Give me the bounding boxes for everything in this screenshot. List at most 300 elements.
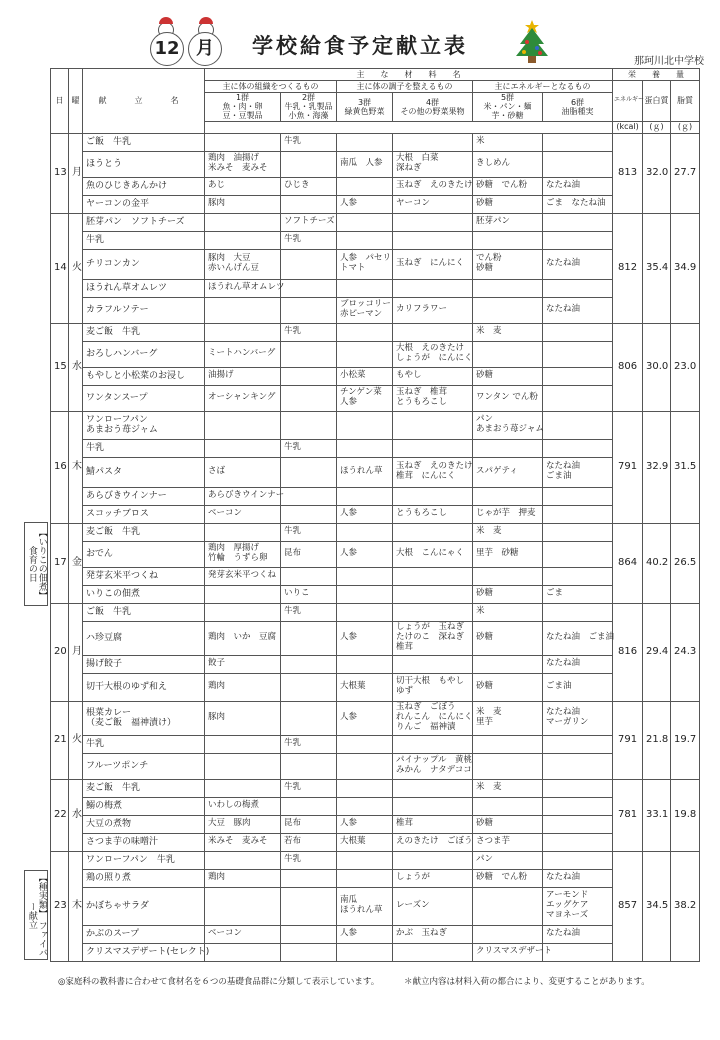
ingredient-g1-cell: [205, 779, 281, 797]
ingredient-g3-cell: 人参: [337, 701, 393, 735]
ingredient-g2-cell: [281, 457, 337, 487]
ingredient-g1-cell: [205, 133, 281, 151]
fat-cell: 19.8: [671, 779, 700, 851]
ingredient-g2-cell: 若布: [281, 833, 337, 851]
ingredient-g2-cell: いりこ: [281, 585, 337, 603]
ingredient-g4-cell: [393, 603, 473, 621]
ingredient-g5-cell: 米 麦: [473, 323, 543, 341]
table-row: [51, 411, 700, 439]
ingredient-g5-cell: 砂糖 でん粉: [473, 869, 543, 887]
ingredient-g5-cell: [473, 297, 543, 323]
ingredient-g5-cell: 胚芽パン: [473, 213, 543, 231]
dish-cell: 鶏の照り煮: [83, 869, 205, 887]
ingredient-g3-cell: 人参: [337, 815, 393, 833]
ingredient-g2-cell: [281, 925, 337, 943]
ingredient-g5-cell: じゃが芋 押麦: [473, 505, 543, 523]
ingredient-g3-cell: [337, 341, 393, 367]
dish-cell: ワンローフパン あまおう苺ジャム: [83, 411, 205, 439]
table-row: [51, 797, 700, 815]
energy-cell: 791: [613, 701, 643, 779]
ingredient-g1-cell: 大豆 豚肉: [205, 815, 281, 833]
ingredient-g5-cell: でん粉 砂糖: [473, 249, 543, 279]
ingredient-g6-cell: [543, 279, 613, 297]
dish-cell: かぶのスープ: [83, 925, 205, 943]
ingredient-g1-cell: [205, 231, 281, 249]
table-row: [51, 279, 700, 297]
christmas-tree-icon: [512, 18, 552, 66]
ingredient-g1-cell: あじ: [205, 177, 281, 195]
ingredient-g6-cell: [543, 815, 613, 833]
ingredient-g1-cell: 米みそ 麦みそ: [205, 833, 281, 851]
ingredient-g3-cell: 人参: [337, 195, 393, 213]
table-row: [51, 655, 700, 673]
ingredient-g6-cell: [543, 323, 613, 341]
ingredient-g3-cell: 人参: [337, 505, 393, 523]
dow-cell: 木: [69, 851, 83, 961]
header-protein-unit: (ｇ): [643, 121, 671, 133]
ingredient-g1-cell: [205, 323, 281, 341]
ingredient-g2-cell: 牛乳: [281, 603, 337, 621]
ingredient-g4-cell: [393, 487, 473, 505]
ingredient-g2-cell: [281, 621, 337, 655]
fat-cell: 34.9: [671, 213, 700, 323]
ingredient-g5-cell: 米 麦: [473, 523, 543, 541]
ingredient-g3-cell: [337, 213, 393, 231]
ingredient-g4-cell: [393, 779, 473, 797]
ingredient-g1-cell: [205, 411, 281, 439]
ingredient-g6-cell: [543, 133, 613, 151]
table-row: [51, 133, 700, 151]
dish-cell: 牛乳: [83, 231, 205, 249]
dish-cell: ご飯 牛乳: [83, 603, 205, 621]
ingredient-g6-cell: [543, 797, 613, 815]
ingredient-g4-cell: [393, 411, 473, 439]
ingredient-g6-cell: [543, 567, 613, 585]
ingredient-g2-cell: ひじき: [281, 177, 337, 195]
ingredient-g6-cell: [543, 213, 613, 231]
ingredient-g1-cell: 餃子: [205, 655, 281, 673]
ingredient-g6-cell: なたね油: [543, 249, 613, 279]
ingredient-g5-cell: クリスマスデザート: [473, 943, 543, 961]
dow-cell: 金: [69, 523, 83, 603]
ingredient-g5-cell: [473, 231, 543, 249]
ingredient-g4-cell: しょうが: [393, 869, 473, 887]
ingredient-g1-cell: [205, 887, 281, 925]
ingredient-g5-cell: [473, 567, 543, 585]
ingredient-g3-cell: 人参: [337, 925, 393, 943]
ingredient-g3-cell: [337, 735, 393, 753]
ingredient-g3-cell: ブロッコリー 赤ピーマン: [337, 297, 393, 323]
fat-cell: 24.3: [671, 603, 700, 701]
table-row: [51, 943, 700, 961]
table-row: [51, 869, 700, 887]
protein-cell: 29.4: [643, 603, 671, 701]
dish-cell: かぼちゃサラダ: [83, 887, 205, 925]
ingredient-g5-cell: 米: [473, 133, 543, 151]
ingredient-g1-cell: 鶏肉: [205, 869, 281, 887]
ingredient-g2-cell: 牛乳: [281, 779, 337, 797]
ingredient-g4-cell: [393, 585, 473, 603]
ingredient-g4-cell: カリフラワー: [393, 297, 473, 323]
ingredient-g2-cell: [281, 249, 337, 279]
protein-cell: 30.0: [643, 323, 671, 411]
ingredient-g1-cell: ほうれん草オムレツ: [205, 279, 281, 297]
fat-cell: 31.5: [671, 411, 700, 523]
ingredient-g2-cell: 昆布: [281, 815, 337, 833]
ingredient-g6-cell: [543, 385, 613, 411]
ingredient-g3-cell: [337, 133, 393, 151]
ingredient-g2-cell: 牛乳: [281, 133, 337, 151]
table-row: [51, 701, 700, 735]
table-row: [51, 385, 700, 411]
ingredient-g4-cell: もやし: [393, 367, 473, 385]
energy-cell: 864: [613, 523, 643, 603]
page-title: 学校給食予定献立表: [252, 34, 468, 58]
ingredient-g4-cell: パイナップル 黄桃 みかん ナタデココ: [393, 753, 473, 779]
header-group-6: 6群 油脂種実: [543, 93, 613, 122]
table-row: [51, 833, 700, 851]
ingredient-g5-cell: [473, 487, 543, 505]
ingredient-g2-cell: [281, 673, 337, 701]
food-education-day-label: 【いりこの佃煮】 食育の日: [24, 522, 48, 606]
ingredient-g4-cell: 玉ねぎ えのきたけ 椎茸 にんにく: [393, 457, 473, 487]
ingredient-g1-cell: 鶏肉 油揚げ 米みそ 麦みそ: [205, 151, 281, 177]
energy-cell: 781: [613, 779, 643, 851]
table-row: [51, 541, 700, 567]
header-group-5: 5群 米・パン・麺 芋・砂糖: [473, 93, 543, 122]
table-row: [51, 487, 700, 505]
ingredient-g4-cell: 大根 えのきたけ しょうが にんにく: [393, 341, 473, 367]
table-row: [51, 851, 700, 869]
ingredient-g3-cell: 人参 パセリ トマト: [337, 249, 393, 279]
table-row: [51, 585, 700, 603]
table-row: [51, 151, 700, 177]
ingredient-g3-cell: [337, 567, 393, 585]
ingredient-g4-cell: 玉ねぎ えのきたけ: [393, 177, 473, 195]
ingredient-g6-cell: なたね油 ごま油: [543, 457, 613, 487]
ingredient-g4-cell: [393, 133, 473, 151]
ingredient-g4-cell: 大根 こんにゃく: [393, 541, 473, 567]
footer-note-left: ◎家庭科の教科書に合わせて食材名を６つの基礎食品群に分類して表示しています。: [58, 977, 380, 987]
ingredient-g6-cell: [543, 367, 613, 385]
ingredient-g2-cell: [281, 151, 337, 177]
header-protein: 蛋白質: [643, 81, 671, 122]
ingredient-g2-cell: [281, 869, 337, 887]
ingredient-g5-cell: 米: [473, 603, 543, 621]
dish-cell: 麦ご飯 牛乳: [83, 323, 205, 341]
dish-cell: もやしと小松菜のお浸し: [83, 367, 205, 385]
dish-cell: 発芽玄米平つくね: [83, 567, 205, 585]
ingredient-g3-cell: [337, 439, 393, 457]
protein-cell: 34.5: [643, 851, 671, 961]
energy-cell: 806: [613, 323, 643, 411]
ingredient-g5-cell: [473, 439, 543, 457]
fat-cell: 38.2: [671, 851, 700, 961]
header-group-1: 1群 魚・肉・卵 豆・豆製品: [205, 93, 281, 122]
ingredient-g6-cell: なたね油: [543, 177, 613, 195]
dish-cell: あらびきウインナー: [83, 487, 205, 505]
school-name: 那珂川北中学校: [634, 56, 704, 67]
ingredient-g4-cell: [393, 439, 473, 457]
ingredient-g1-cell: 豚肉 大豆 赤いんげん豆: [205, 249, 281, 279]
ingredient-g6-cell: なたね油 マーガリン: [543, 701, 613, 735]
ingredient-g3-cell: 大根葉: [337, 673, 393, 701]
ingredient-g1-cell: ベーコン: [205, 505, 281, 523]
dow-cell: 火: [69, 701, 83, 779]
month-label: 月: [188, 32, 222, 66]
ingredient-g1-cell: [205, 523, 281, 541]
ingredient-g4-cell: 椎茸: [393, 815, 473, 833]
protein-cell: 21.8: [643, 701, 671, 779]
ingredient-g1-cell: [205, 603, 281, 621]
dow-cell: 火: [69, 213, 83, 323]
ingredient-g3-cell: [337, 851, 393, 869]
ingredient-g3-cell: 南瓜 ほうれん草: [337, 887, 393, 925]
ingredient-g5-cell: 砂糖: [473, 367, 543, 385]
day-cell: 16: [51, 411, 69, 523]
ingredient-g6-cell: なたね油: [543, 925, 613, 943]
dish-cell: ハ珍豆腐: [83, 621, 205, 655]
ingredient-g4-cell: ヤーコン: [393, 195, 473, 213]
ingredient-g4-cell: 玉ねぎ ごぼう れんこん にんにく りんご 福神漬: [393, 701, 473, 735]
ingredient-g2-cell: [281, 487, 337, 505]
footer: [58, 975, 698, 987]
ingredient-g6-cell: [543, 779, 613, 797]
ingredient-g2-cell: 牛乳: [281, 735, 337, 753]
ingredient-g1-cell: オーシャンキング: [205, 385, 281, 411]
ingredient-g2-cell: [281, 411, 337, 439]
table-row: [51, 177, 700, 195]
dish-cell: ヤーコンの金平: [83, 195, 205, 213]
dish-cell: さつま芋の味噌汁: [83, 833, 205, 851]
table-row: [51, 815, 700, 833]
ingredient-g5-cell: 砂糖: [473, 585, 543, 603]
ingredient-g6-cell: [543, 439, 613, 457]
ingredient-g2-cell: [281, 195, 337, 213]
ingredient-g1-cell: [205, 753, 281, 779]
ingredient-g3-cell: [337, 603, 393, 621]
header-group-4: 4群 その他の野菜果物: [393, 93, 473, 122]
ingredient-g5-cell: 砂糖: [473, 195, 543, 213]
ingredient-g4-cell: 玉ねぎ 椎茸 とうもろこし: [393, 385, 473, 411]
ingredient-g5-cell: スパゲティ: [473, 457, 543, 487]
ingredient-g2-cell: [281, 887, 337, 925]
table-row: [51, 673, 700, 701]
ingredient-g1-cell: あらびきウインナー: [205, 487, 281, 505]
ingredient-g3-cell: [337, 231, 393, 249]
ingredient-g5-cell: パン: [473, 851, 543, 869]
fiber-menu-label: 【種実類】 ファイバー献立: [24, 870, 48, 960]
ingredient-g2-cell: [281, 943, 337, 961]
dish-cell: 魚のひじきあんかけ: [83, 177, 205, 195]
ingredient-g4-cell: [393, 231, 473, 249]
ingredient-g6-cell: [543, 833, 613, 851]
table-row: [51, 505, 700, 523]
dish-cell: 根菜カレー （麦ご飯 福神漬け）: [83, 701, 205, 735]
ingredient-g5-cell: パン あまおう苺ジャム: [473, 411, 543, 439]
ingredient-g6-cell: なたね油: [543, 869, 613, 887]
dish-cell: 鰯の梅煮: [83, 797, 205, 815]
table-row: [51, 439, 700, 457]
ingredient-g1-cell: [205, 297, 281, 323]
ingredient-g4-cell: レーズン: [393, 887, 473, 925]
table-row: [51, 249, 700, 279]
ingredient-g6-cell: [543, 341, 613, 367]
ingredient-g1-cell: いわしの梅煮: [205, 797, 281, 815]
ingredient-g6-cell: ごま油: [543, 673, 613, 701]
ingredient-g5-cell: 砂糖: [473, 621, 543, 655]
ingredient-g6-cell: [543, 943, 613, 961]
header-group-3: 3群 緑黄色野菜: [337, 93, 393, 122]
ingredient-g6-cell: ごま: [543, 585, 613, 603]
ingredient-g2-cell: 牛乳: [281, 231, 337, 249]
dish-cell: 麦ご飯 牛乳: [83, 523, 205, 541]
ingredient-g3-cell: 人参: [337, 541, 393, 567]
ingredient-g6-cell: [543, 735, 613, 753]
table-row: [51, 779, 700, 797]
header-cat-condition: 主に体の調子を整えるもの: [337, 81, 473, 93]
ingredient-g4-cell: [393, 523, 473, 541]
ingredient-g6-cell: [543, 505, 613, 523]
ingredient-g2-cell: 牛乳: [281, 523, 337, 541]
ingredient-g6-cell: [543, 231, 613, 249]
ingredient-g4-cell: 大根 白菜 深ねぎ: [393, 151, 473, 177]
table-row: [51, 925, 700, 943]
header-group-2: 2群 牛乳・乳製品 小魚・海藻: [281, 93, 337, 122]
ingredient-g5-cell: 砂糖: [473, 815, 543, 833]
ingredient-g2-cell: 昆布: [281, 541, 337, 567]
ingredient-g2-cell: [281, 753, 337, 779]
ingredient-g6-cell: [543, 487, 613, 505]
header-fat: 脂質: [671, 81, 700, 122]
ingredient-g4-cell: [393, 943, 473, 961]
fat-cell: 27.7: [671, 133, 700, 213]
ingredient-g5-cell: 米 麦 里芋: [473, 701, 543, 735]
ingredient-g6-cell: [543, 851, 613, 869]
page-header: [0, 0, 720, 68]
fat-cell: 19.7: [671, 701, 700, 779]
ingredient-g4-cell: [393, 323, 473, 341]
ingredient-g4-cell: とうもろこし: [393, 505, 473, 523]
dish-cell: 胚芽パン ソフトチーズ: [83, 213, 205, 231]
ingredient-g3-cell: [337, 487, 393, 505]
ingredient-g5-cell: [473, 279, 543, 297]
ingredient-g6-cell: アーモンド エッグケア マヨネーズ: [543, 887, 613, 925]
ingredient-g4-cell: [393, 797, 473, 815]
ingredient-g3-cell: [337, 869, 393, 887]
energy-cell: 812: [613, 213, 643, 323]
dish-cell: ワンタンスープ: [83, 385, 205, 411]
fat-cell: 26.5: [671, 523, 700, 603]
ingredient-g2-cell: 牛乳: [281, 439, 337, 457]
energy-cell: 857: [613, 851, 643, 961]
ingredient-g3-cell: ほうれん草: [337, 457, 393, 487]
dish-cell: ご飯 牛乳: [83, 133, 205, 151]
table-row: [51, 213, 700, 231]
ingredient-g1-cell: さば: [205, 457, 281, 487]
ingredient-g3-cell: 小松菜: [337, 367, 393, 385]
dish-cell: ほうれん草オムレツ: [83, 279, 205, 297]
ingredient-g2-cell: ソフトチーズ: [281, 213, 337, 231]
ingredient-g2-cell: [281, 367, 337, 385]
table-row: [51, 341, 700, 367]
menu-body: [51, 133, 700, 961]
header-cat-body: 主に体の組織をつくるもの: [205, 81, 337, 93]
table-row: [51, 523, 700, 541]
ingredient-g4-cell: [393, 735, 473, 753]
ingredient-g1-cell: ミートハンバーグ: [205, 341, 281, 367]
ingredient-g5-cell: ワンタン でん粉: [473, 385, 543, 411]
dish-cell: 揚げ餃子: [83, 655, 205, 673]
energy-cell: 816: [613, 603, 643, 701]
dish-cell: フルーツポンチ: [83, 753, 205, 779]
ingredient-g3-cell: 人参: [337, 621, 393, 655]
protein-cell: 32.9: [643, 411, 671, 523]
table-row: [51, 457, 700, 487]
ingredient-g5-cell: 米 麦: [473, 779, 543, 797]
header-menu: 献 立 名: [83, 69, 205, 134]
ingredient-g6-cell: なたね油: [543, 655, 613, 673]
day-cell: 20: [51, 603, 69, 701]
ingredient-g3-cell: チンゲン菜 人参: [337, 385, 393, 411]
dish-cell: おでん: [83, 541, 205, 567]
ingredient-g4-cell: [393, 567, 473, 585]
ingredient-g3-cell: [337, 523, 393, 541]
ingredient-g1-cell: 鶏肉: [205, 673, 281, 701]
header-energy: エネルギー: [613, 81, 643, 122]
ingredient-g3-cell: [337, 177, 393, 195]
day-cell: 22: [51, 779, 69, 851]
protein-cell: 32.0: [643, 133, 671, 213]
ingredient-g6-cell: [543, 603, 613, 621]
ingredient-g5-cell: 砂糖: [473, 673, 543, 701]
ingredient-g3-cell: [337, 323, 393, 341]
ingredient-g1-cell: [205, 735, 281, 753]
header-dow: 曜: [69, 69, 83, 134]
dow-cell: 水: [69, 323, 83, 411]
ingredient-g5-cell: [473, 341, 543, 367]
ingredient-g1-cell: ベーコン: [205, 925, 281, 943]
day-cell: 14: [51, 213, 69, 323]
ingredient-g3-cell: 大根葉: [337, 833, 393, 851]
dish-cell: 牛乳: [83, 735, 205, 753]
month-number: 12: [150, 32, 184, 66]
table-row: [51, 231, 700, 249]
ingredient-g4-cell: [393, 279, 473, 297]
table-row: [51, 367, 700, 385]
header-ingredients: 主 な 材 料 名: [205, 69, 613, 81]
ingredient-g5-cell: きしめん: [473, 151, 543, 177]
ingredient-g6-cell: なたね油: [543, 297, 613, 323]
ingredient-g1-cell: [205, 439, 281, 457]
ingredient-g2-cell: [281, 385, 337, 411]
header-fat-unit: (ｇ): [671, 121, 700, 133]
ingredient-g4-cell: [393, 213, 473, 231]
ingredient-g1-cell: 鶏肉 厚揚げ 竹輪 うずら卵: [205, 541, 281, 567]
day-cell: 15: [51, 323, 69, 411]
header-cat-energy: 主にエネルギーとなるもの: [473, 81, 613, 93]
ingredient-g3-cell: [337, 797, 393, 815]
ingredient-g2-cell: [281, 655, 337, 673]
ingredient-g1-cell: [205, 943, 281, 961]
ingredient-g5-cell: [473, 887, 543, 925]
dish-cell: クリスマスデザート(セレクト): [83, 943, 205, 961]
day-cell: 17: [51, 523, 69, 603]
dish-cell: おろしハンバーグ: [83, 341, 205, 367]
energy-cell: 791: [613, 411, 643, 523]
dish-cell: ほうとう: [83, 151, 205, 177]
ingredient-g1-cell: 発芽玄米平つくね: [205, 567, 281, 585]
